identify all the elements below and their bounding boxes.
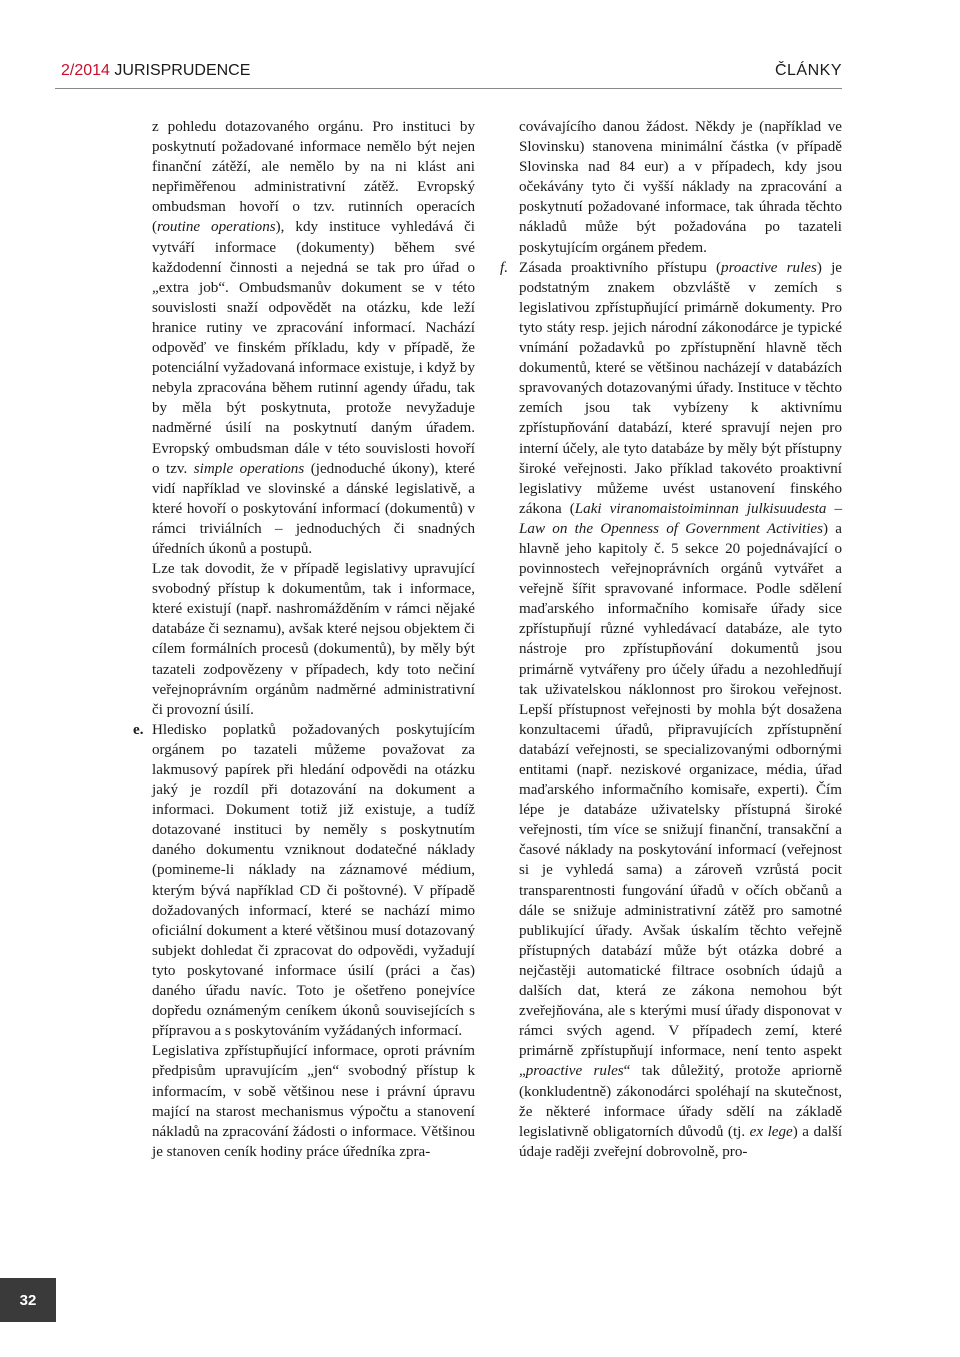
page-number: 32	[0, 1278, 56, 1322]
paragraph: covávajícího danou žádost. Někdy je (například ve Slovinsku) stanovena minimální částka (v případě Slovinska nad 84 eur) a v případech, kdy jsou očekávány tyto či vyšší náklady na zpracování a poskytnutí požadované informace, tak úhrada těchto nákladů může být požadována po tazateli poskytujícím orgánem předem.	[519, 119, 842, 256]
list-item-e	[133, 720, 475, 1042]
journal-title	[61, 62, 250, 80]
journal-name: JURISPRUDENCE	[109, 62, 251, 79]
issue-number: 2/2014	[61, 62, 110, 79]
paragraph: Legislativa zpřístupňující informace, oproti právním předpisům upravujícím „jen“ svobodný přístup k informacím, v sobě většinou nese i právní úpravu mající na starost mechanismus výpočtu a stanovení nákladů na zpracování žádosti o informace. Většinou je stanoven ceník hodiny práce úředníka zpra-	[152, 1043, 475, 1160]
running-header	[55, 58, 842, 89]
list-marker: f.	[500, 259, 508, 276]
paragraph: z pohledu dotazovaného orgánu. Pro instituci by poskytnutí požadované informace nemělo být nejen finanční zátěží, ale nemělo by na ni klást ani nepřiměřenou administrativní zátěž. Evropský ombudsman hovoří o tzv. rutinních operacích (routine operations), kdy instituce vyhledává či vytváří informace (dokumenty) během své každodenní činnosti a nejedná se tak pro úřad o „extra job“. Ombudsmanův dokument se v této souvislosti snaží odpovědět na otázku, kde leží hranice rutiny ve zpracování informací. Nachází odpověď ve finském příkladu, kdy v případě, že potenciální vyžadovaná informace existuje, i když by nebyla zpracována během rutinní agendy úřadu, tak by měla být poskytnuta, protože nevyžaduje nadměrné úsilí na poskytnutí daným úřadem. Evropský ombudsman dále v této souvislosti hovoří o tzv. simple operations (jednoduché úkony), které vidí například ve slovinské a dánské legislativě, a které hovoří o poskytování informací (dokumentů) v rámci triviálních – jednoduchých či snadných úředních úkonů a postupů.	[152, 119, 476, 557]
section-title: ČLÁNKY	[774, 62, 842, 79]
list-item-f	[500, 258, 843, 1162]
right-column	[500, 117, 843, 1162]
paragraph: Lze tak dovodit, že v případě legislativy upravující svobodný přístup k dokumentům, tak i informace, které existují (např. nashromážděním v rámci nějaké databáze či seznamu), avšak které nejsou objektem či cílem formálních procesů (dokumentů), by měly být tazateli zodpovězeny v případech, kdy toto nečiní veřejnoprávním orgánům nadměrné administrativní či provozní úsilí.	[152, 561, 475, 718]
list-marker: e.	[133, 721, 144, 738]
paragraph: Zásada proaktivního přístupu (proactive rules) je podstatným znakem obzvláště v zemích s legislativou zpřístupňující primárně dokumenty. Pro tyto státy resp. jejich národní zákonodárce je typické vnímání požadavků po zpřístupnění hlavně těch dokumentů, které se většinou nacházejí v databázích spravovaných dotazovanými úřady. Instituce v těchto zemích jsou tak vybízeny k aktivnímu zpřístupňování databází, které spravují nejen pro interní účely, ale tyto databáze by měly být přístupny široké veřejnosti. Jako příklad takovéto proaktivní legislativy můžeme uvést ustanovení finského zákona (Laki viranomaistoiminnan julkisuudesta – Law on the Openness of Government Activities) a hlavně jeho kapitoly č. 5 sekce 20 pojednávající o povinnostech veřejnoprávních orgánů vytvářet a veřejně šířit spravované informace. Podle sdělení maďarského informačního komisaře úřady sice zpřístupňují různé vyhledávací databáze, ale tyto nástroje pro zpřístupňování dokumentů jsou primárně vytvářeny pro účely úřadu a nezohledňují tak uživatelskou náklonnost pro širokou veřejnost. Lepší přístupnost veřejnosti by mohla být dosažena konzultacemi úřadů, připravujících zpřístupnění databází veřejnosti, se specializovanými odbornými entitami (např. neziskové organizace, média, úřad maďarského informačního komisaře, experti). Čím lépe je databáze uživatelsky přístupná široké veřejnosti, tím více se snižují finanční, transakční a časové náklady na poskytování informací (veřejnost si je vyhledá sama) a zároveň vzrůstá pocit transparentnosti fungování úřadů v očích občanů a dále se snižuje administrativní zátěž pro samotné publikující úřady. Avšak úskalím těchto veřejně přístupných databází může být otázka dobré a nejčastěji automatické filtrace osobních údajů a dalších dat, která ze zákona nemohou být zveřejňována, ale s kterými musí úřady disponovat v rámci svých agend. V případech zemí, které primárně zpřístupňují informace, není tento aspekt „proactive rules“ tak důležitý, protože apriorně (konkludentně) zákonodárci spoléhají na skutečnost, že některé informace úřady sdělí na základě legislativně obligatorních důvodů (tj. ex lege) a další údaje raději zveřejní dobrovolně, pro-	[519, 259, 843, 1160]
paragraph: Hledisko poplatků požadovaných poskytujícím orgánem po tazateli můžeme považovat za lakmusový papírek při hledání odpovědi na otázku jaký je rozdíl při dotazování na dokument a informaci. Dokument totiž již existuje, a tudíž dotazované instituci by neměly s poskytnutím daného dokumentu vzniknout dodatečné náklady (pomineme-li náklady na záznamové médium, kterým bývá například CD či poštovné). V případě dožadovaných informací, které se nachází mimo oficiální dokument a které většinou musí dotazovaný subjekt dohledat či zpracovat do odpovědi, vyžadují tyto poskytované informace úsilí (práci a čas) daného úřadu navíc. Toto je ošetřeno ponejvíce dopředu oznámeným ceníkem úkonů souvisejících s přípravou a s poskytováním vyžádaných informací.	[152, 721, 475, 1040]
left-column	[133, 117, 476, 1162]
